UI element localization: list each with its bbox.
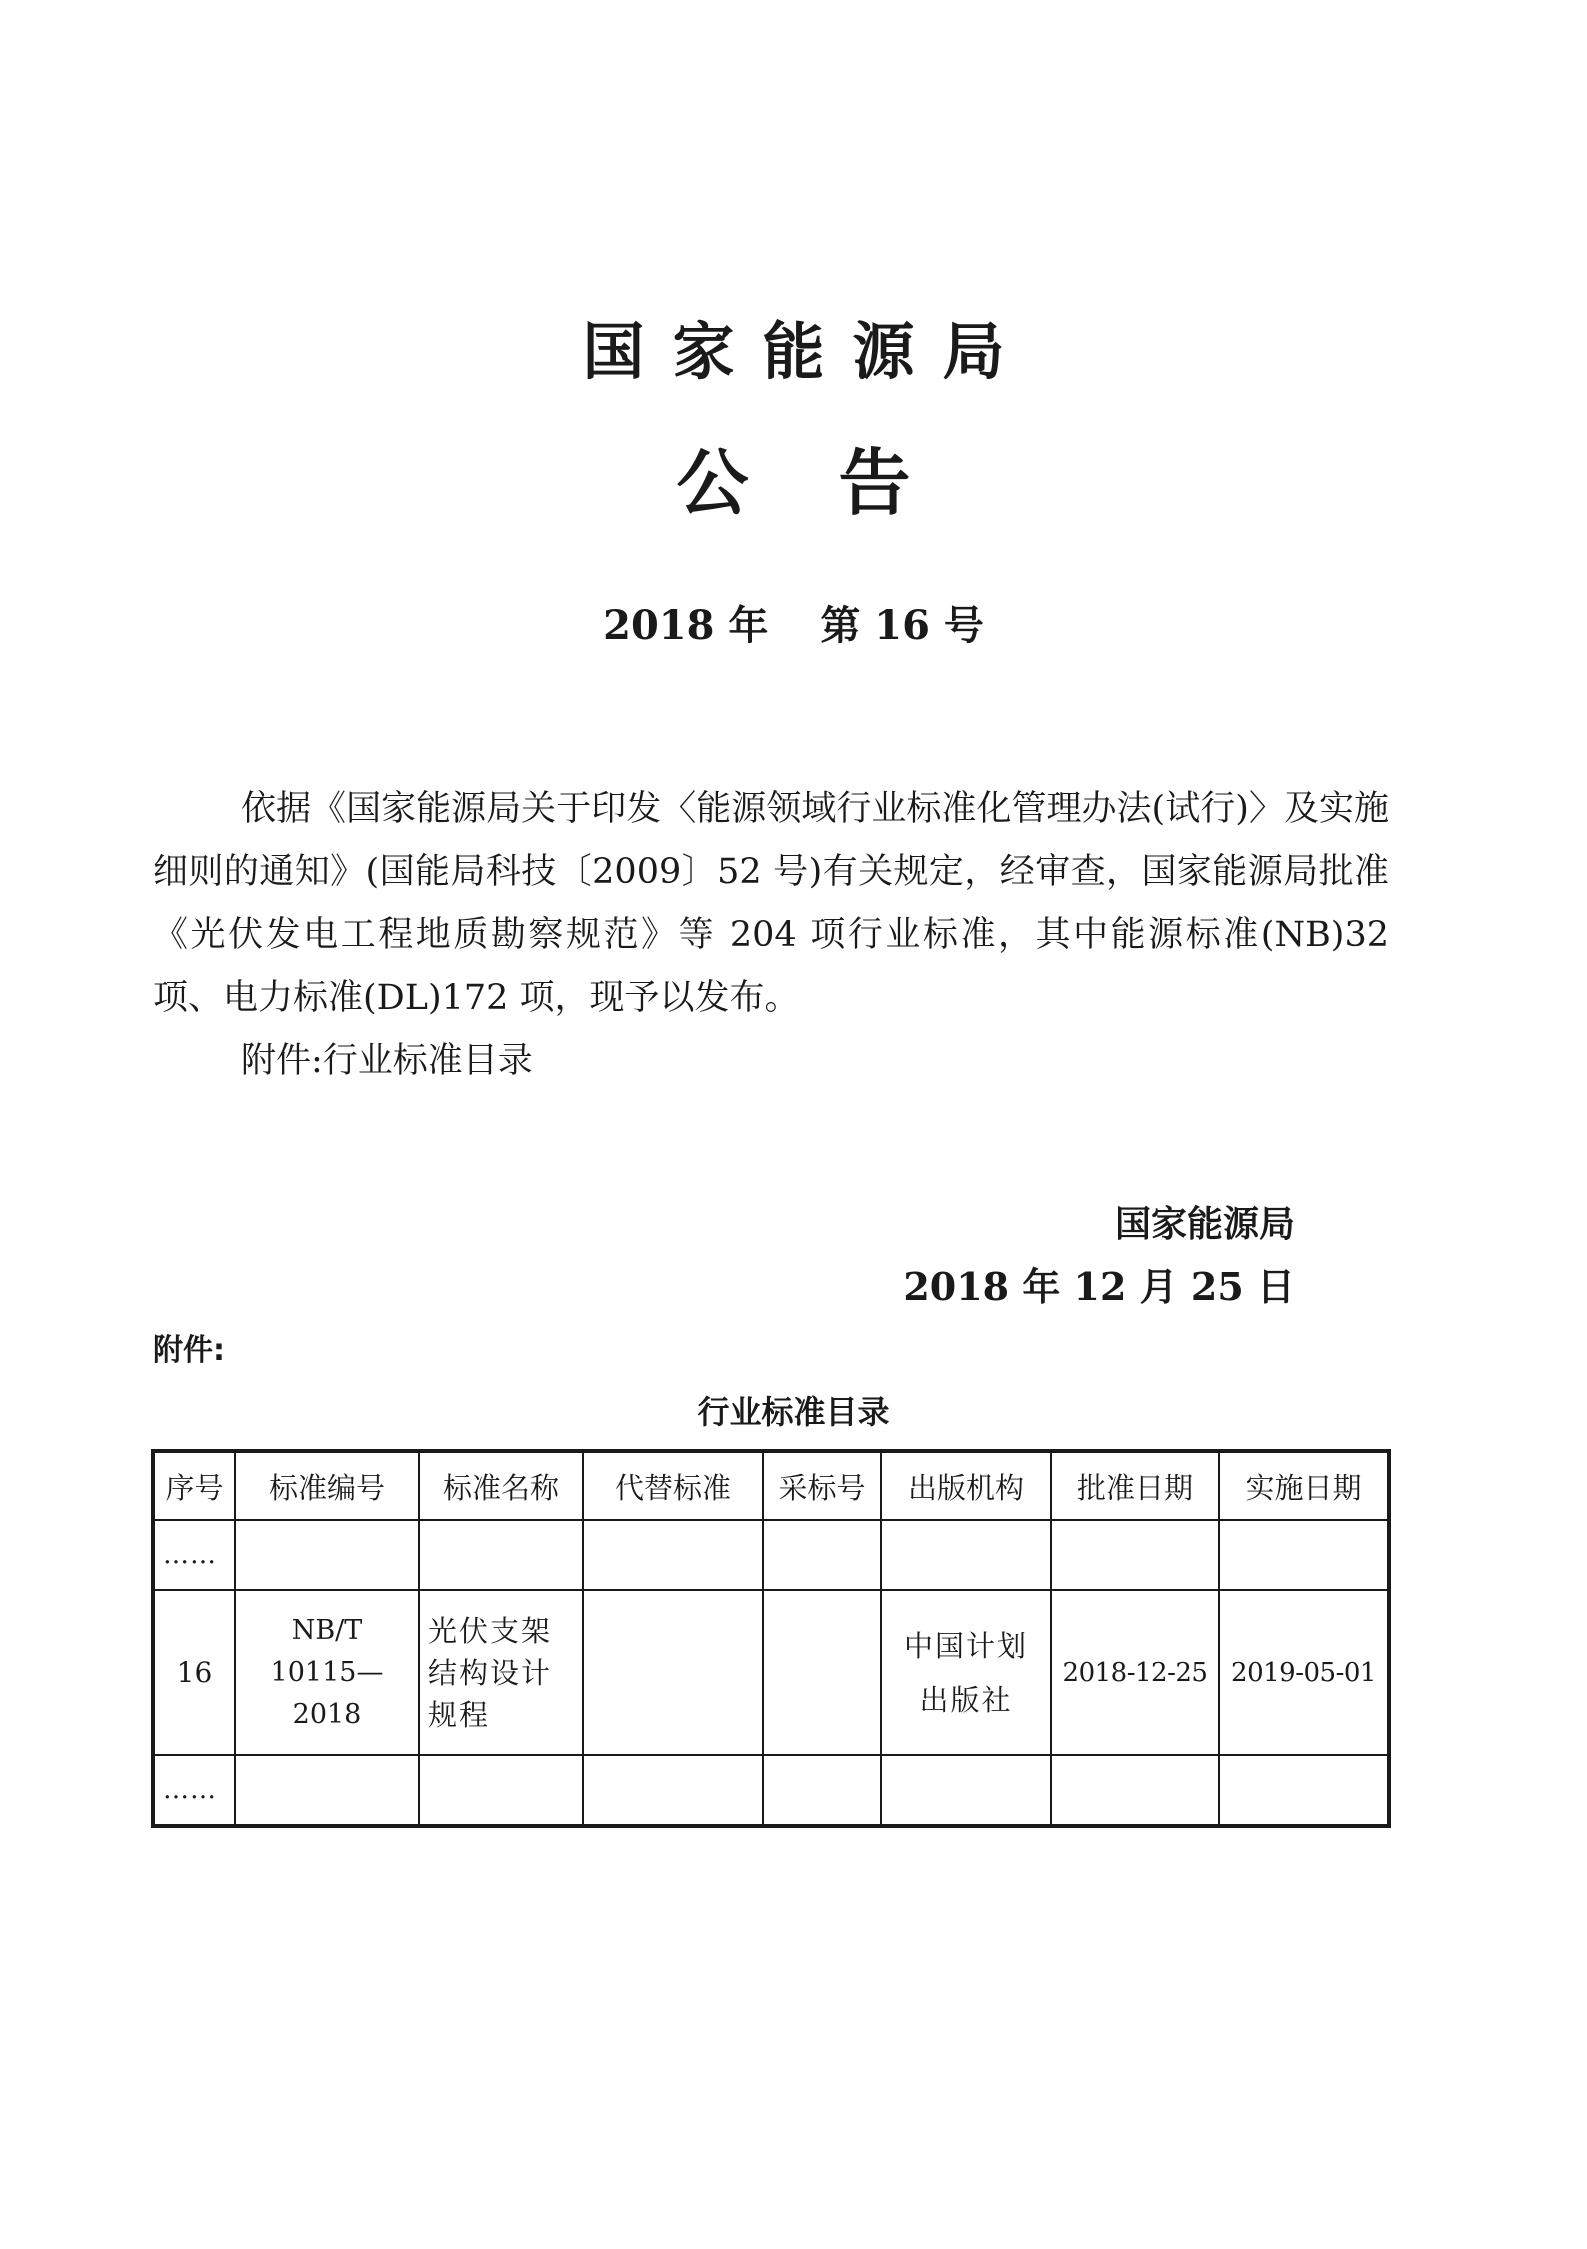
document-type-title: 公告: [676, 441, 1001, 525]
approval-date-cell: 2018-12-25: [1051, 1590, 1219, 1755]
table-cell: [763, 1755, 881, 1826]
announcement-body: [153, 778, 1389, 1093]
ellipsis-cell: ……: [153, 1755, 235, 1826]
document-number: [0, 598, 1587, 654]
document-serial: 第 16 号: [820, 602, 984, 649]
table-cell: [763, 1520, 881, 1590]
table-cell: [1219, 1755, 1389, 1826]
replaces-cell: [583, 1590, 763, 1755]
publisher-cell: [881, 1590, 1051, 1755]
column-header: 代替标准: [583, 1451, 763, 1520]
body-paragraph: 依据《国家能源局关于印发〈能源领域行业标准化管理办法(试行)〉及实施细则的通知》(国能局科技〔2009〕52 号)有关规定，经审查，国家能源局批准《光伏发电工程地质勘察规范》等 204 项行业标准，其中能源标准(NB)32 项、电力标准(DL)172 项，现予以发布。: [153, 789, 1389, 1018]
signature-block: [903, 1195, 1295, 1319]
standard-code-prefix: NB/T: [291, 1614, 363, 1646]
table-row-ellipsis: [153, 1755, 1389, 1826]
table-row-ellipsis: [153, 1520, 1389, 1590]
standards-table: [151, 1449, 1391, 1828]
table-cell: [881, 1520, 1051, 1590]
table-caption: 行业标准目录: [697, 1393, 890, 1431]
column-header: 采标号: [763, 1451, 881, 1520]
table-cell: [583, 1755, 763, 1826]
table-cell: [419, 1520, 583, 1590]
standard-code-number: 10115—2018: [270, 1656, 384, 1730]
column-header: 序号: [153, 1451, 235, 1520]
attachment-reference: 附件:行业标准目录: [241, 1041, 533, 1081]
table-cell: [419, 1755, 583, 1826]
column-header: 实施日期: [1219, 1451, 1389, 1520]
seq-cell: 16: [153, 1590, 235, 1755]
table-row: [153, 1590, 1389, 1755]
effective-date-cell: 2019-05-01: [1219, 1590, 1389, 1755]
table-cell: [1219, 1520, 1389, 1590]
standard-name-line: 规程: [428, 1697, 491, 1732]
standard-name-cell: [419, 1590, 583, 1755]
publisher-line: 出版社: [919, 1682, 1013, 1717]
column-header: 标准名称: [419, 1451, 583, 1520]
standard-name-line: 结构设计: [428, 1655, 553, 1690]
standard-code-cell: [235, 1590, 419, 1755]
standard-name-line: 光伏支架: [428, 1613, 553, 1648]
ellipsis-cell: ……: [153, 1520, 235, 1590]
column-header: 批准日期: [1051, 1451, 1219, 1520]
issuer-title: 国家能源局: [582, 315, 1033, 388]
signature-date: 2018 年 12 月 25 日: [903, 1264, 1295, 1309]
column-header: 标准编号: [235, 1451, 419, 1520]
table-header-row: [153, 1451, 1389, 1520]
publisher-line: 中国计划: [903, 1628, 1028, 1663]
table-cell: [235, 1520, 419, 1590]
attachment-label: 附件:: [153, 1333, 225, 1368]
table-cell: [1051, 1755, 1219, 1826]
signature-org: 国家能源局: [1114, 1204, 1295, 1245]
table-cell: [1051, 1520, 1219, 1590]
table-cell: [583, 1520, 763, 1590]
document-year: 2018 年: [603, 602, 769, 649]
table-cell: [235, 1755, 419, 1826]
column-header: 出版机构: [881, 1451, 1051, 1520]
adopted-cell: [763, 1590, 881, 1755]
table-cell: [881, 1755, 1051, 1826]
